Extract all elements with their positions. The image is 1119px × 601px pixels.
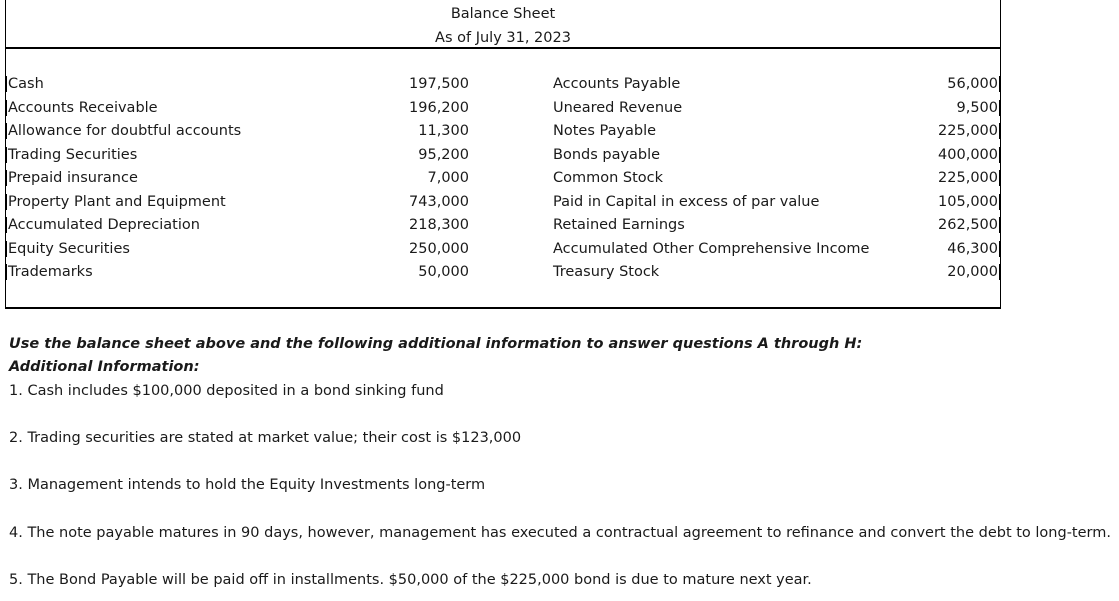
liability-name: Accumulated Other Comprehensive Income (553, 240, 870, 257)
liability-amount: 9,500 (920, 100, 1000, 116)
asset-amount: 95,200 (418, 146, 469, 163)
liability-name: Retained Earnings (553, 217, 685, 233)
liability-name: Accounts Payable (553, 76, 681, 92)
asset-name: Property Plant and Equipment (8, 193, 226, 210)
balance-sheet-date: As of July 31, 2023 (435, 30, 571, 46)
liability-amount: 20,000 (920, 264, 1000, 280)
asset-name: Trading Securities (8, 146, 138, 163)
table-row (6, 170, 1000, 194)
asset-name: Accounts Receivable (8, 99, 158, 116)
liability-amount: 105,000 (920, 194, 1000, 210)
asset-amount: 197,500 (409, 76, 469, 92)
table-row (6, 123, 1000, 147)
table-row (6, 194, 1000, 218)
asset-name: Accumulated Depreciation (8, 217, 200, 233)
liability-name: Common Stock (553, 170, 664, 186)
table-row (6, 100, 1000, 124)
instructions-intro: Use the balance sheet above and the following additional information to answer questions A through H: (9, 336, 863, 352)
liability-amount: 262,500 (920, 217, 1000, 233)
list-item: 1. Cash includes $100,000 deposited in a bond sinking fund (9, 383, 444, 399)
asset-name: Cash (8, 76, 44, 92)
additional-information-heading: Additional Information: (9, 359, 200, 375)
asset-name: Equity Securities (8, 240, 130, 257)
list-item: 5. The Bond Payable will be paid off in installments. $50,000 of the $225,000 bond is due to mature next year. (9, 572, 812, 588)
asset-name: Allowance for doubtful accounts (8, 123, 242, 139)
liability-amount: 56,000 (920, 76, 1000, 92)
liability-name: Uneared Revenue (553, 99, 683, 116)
liability-name: Treasury Stock (553, 264, 660, 280)
asset-amount: 11,300 (418, 123, 469, 139)
table-row (6, 147, 1000, 171)
balance-sheet-table (5, 0, 1001, 309)
asset-name: Prepaid insurance (8, 170, 138, 186)
liability-amount: 225,000 (920, 123, 1000, 139)
asset-amount: 7,000 (427, 170, 469, 186)
table-row (6, 76, 1000, 100)
asset-name: Trademarks (8, 264, 93, 280)
liability-name: Notes Payable (553, 123, 657, 139)
balance-sheet-header (6, 0, 1000, 49)
asset-amount: 50,000 (418, 264, 469, 280)
liability-name: Paid in Capital in excess of par value (553, 193, 820, 210)
liability-amount: 46,300 (920, 241, 1000, 257)
balance-sheet-title: Balance Sheet (450, 6, 556, 22)
liability-name: Bonds payable (553, 146, 661, 163)
list-item: 2. Trading securities are stated at market value; their cost is $123,000 (9, 430, 522, 446)
asset-amount: 250,000 (409, 240, 469, 257)
list-item: 3. Management intends to hold the Equity Investments long-term (9, 477, 486, 493)
table-row (6, 217, 1000, 241)
liability-amount: 400,000 (920, 147, 1000, 163)
asset-amount: 218,300 (409, 217, 469, 233)
liability-amount: 225,000 (920, 170, 1000, 186)
asset-amount: 743,000 (409, 193, 469, 210)
table-row (6, 264, 1000, 288)
list-item: 4. The note payable matures in 90 days, however, management has executed a contractual agreement to refinance and convert the debt to long-term. (9, 525, 1111, 541)
table-row (6, 241, 1000, 265)
asset-amount: 196,200 (409, 99, 469, 116)
